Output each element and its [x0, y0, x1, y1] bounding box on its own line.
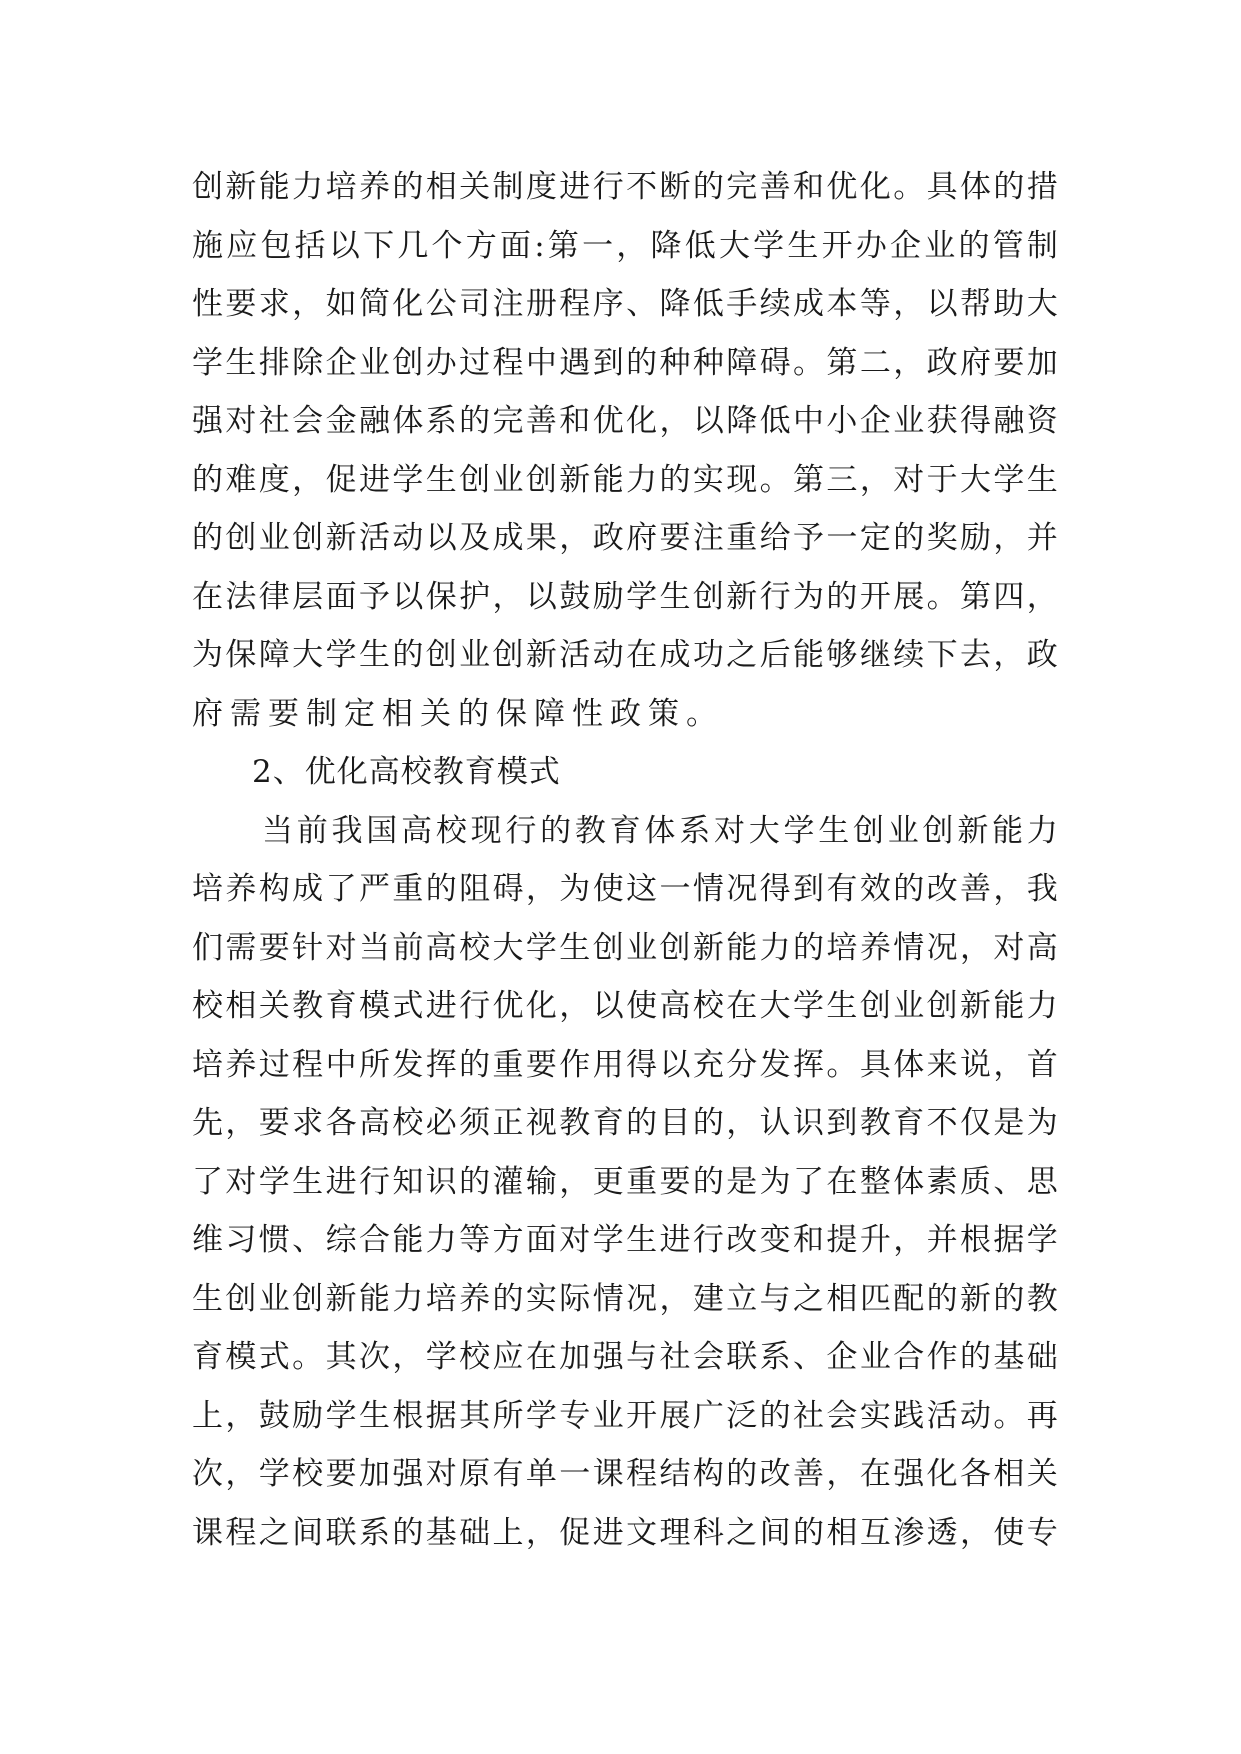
text-line: 性 要 求 ， 如 简 化 公 司 注 册 程 序 、 降 低 手 续 成 本 等 ， 以 帮 助 大: [192, 286, 1058, 322]
text-line: 次 ， 学 校 要 加 强 对 原 有 单 一 课 程 结 构 的 改 善 ， 在 强 化 各 相 关: [192, 1456, 1058, 1492]
text-line: 府需要制定相关的保障性政策。: [192, 695, 724, 732]
text-line: 的 创 业 创 新 活 动 以 及 成 果 ， 政 府 要 注 重 给 予 一 定 的 奖 励 ， 并: [192, 520, 1058, 556]
text-line: 了 对 学 生 进 行 知 识 的 灌 输 ， 更 重 要 的 是 为 了 在 整 体 素 质 、 思: [192, 1163, 1058, 1200]
text-line: 为 保 障 大 学 生 的 创 业 创 新 活 动 在 成 功 之 后 能 够 继 续 下 去 ， 政: [192, 637, 1058, 673]
text-line: 育 模 式 。 其 次 ， 学 校 应 在 加 强 与 社 会 联 系 、 企 业 合 作 的 基 础: [192, 1339, 1058, 1375]
text-line: 课 程 之 间 联 系 的 基 础 上 ， 促 进 文 理 科 之 间 的 相 互 渗 透 ， 使 专: [192, 1514, 1058, 1551]
text-line: 培 养 过 程 中 所 发 挥 的 重 要 作 用 得 以 充 分 发 挥 。 具 体 来 说 ， 首: [192, 1046, 1058, 1083]
body-text: [192, 158, 1058, 1562]
text-line: 学 生 排 除 企 业 创 办 过 程 中 遇 到 的 种 种 障 碍 。 第 二 ， 政 府 要 加: [192, 344, 1058, 381]
text-line: 强 对 社 会 金 融 体 系 的 完 善 和 优 化 ， 以 降 低 中 小 企 业 获 得 融 资: [192, 403, 1058, 439]
text-line: 创 新 能 力 培 养 的 相 关 制 度 进 行 不 断 的 完 善 和 优 化 。 具 体 的 措: [192, 169, 1058, 205]
text-line: 上 ， 鼓 励 学 生 根 据 其 所 学 专 业 开 展 广 泛 的 社 会 实 践 活 动 。 再: [192, 1397, 1058, 1434]
text-line: 维 习 惯 、 综 合 能 力 等 方 面 对 学 生 进 行 改 变 和 提 升 ， 并 根 据 学: [192, 1222, 1058, 1258]
section-heading: 2、优化高校教育模式: [252, 754, 561, 790]
text-line: 培 养 构 成 了 严 重 的 阻 碍 ， 为 使 这 一 情 况 得 到 有 效 的 改 善 ， 我: [192, 871, 1058, 907]
text-line: 施 应 包 括 以 下 几 个 方 面 : 第 一 ， 降 低 大 学 生 开 办 企 业 的 管 制: [192, 227, 1058, 264]
text-line: 校 相 关 教 育 模 式 进 行 优 化 ， 以 使 高 校 在 大 学 生 创 业 创 新 能 力: [192, 988, 1058, 1024]
text-line: 生 创 业 创 新 能 力 培 养 的 实 际 情 况 ， 建 立 与 之 相 匹 配 的 新 的 教: [192, 1280, 1058, 1317]
text-line: 当 前 我 国 高 校 现 行 的 教 育 体 系 对 大 学 生 创 业 创 新 能 力: [262, 812, 1058, 849]
text-line: 在 法 律 层 面 予 以 保 护 ， 以 鼓 励 学 生 创 新 行 为 的 开 展 。 第 四 ，: [192, 578, 1058, 615]
text-line: 先 ， 要 求 各 高 校 必 须 正 视 教 育 的 目 的 ， 认 识 到 教 育 不 仅 是 为: [192, 1105, 1058, 1141]
text-line: 们 需 要 针 对 当 前 高 校 大 学 生 创 业 创 新 能 力 的 培 养 情 况 ， 对 高: [192, 929, 1058, 966]
text-line: 的 难 度 ， 促 进 学 生 创 业 创 新 能 力 的 实 现 。 第 三 ， 对 于 大 学 生: [192, 461, 1058, 498]
